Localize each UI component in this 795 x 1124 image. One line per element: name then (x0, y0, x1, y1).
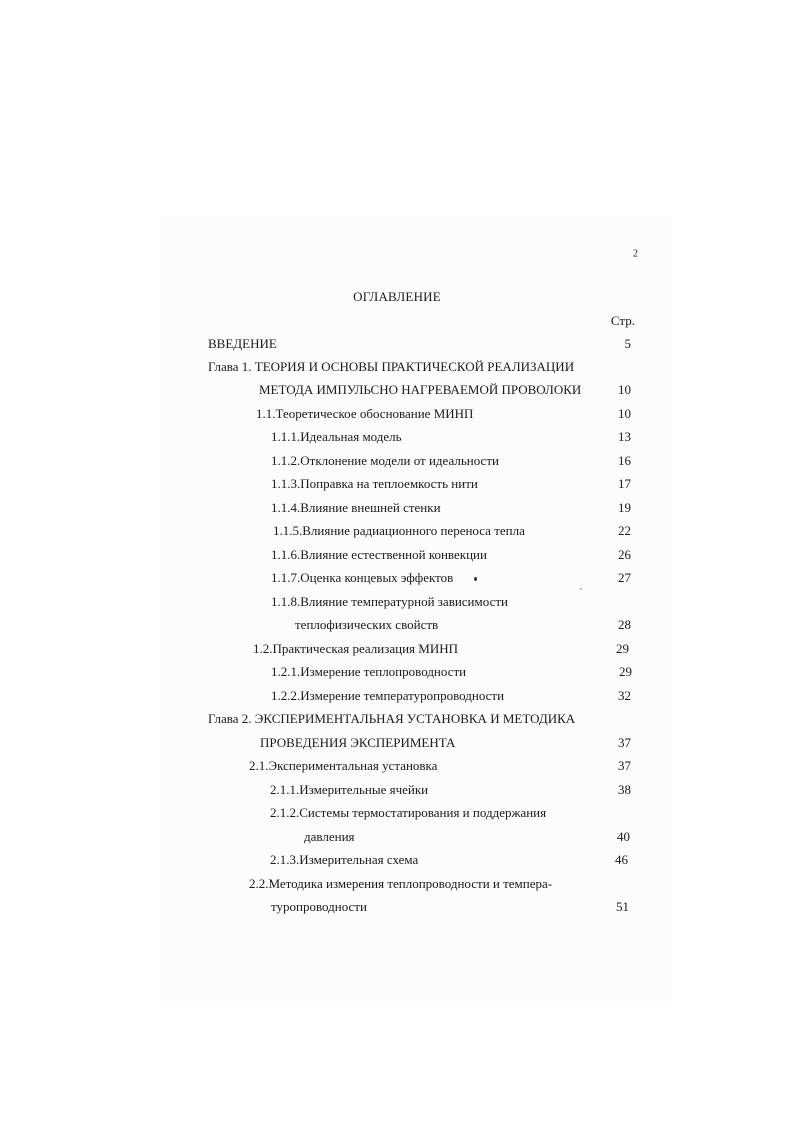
toc-page: 27 (618, 570, 631, 585)
toc-entry-1-2: 1.2.Практическая реализация МИНП (253, 641, 458, 656)
toc-entry-chapter1-cont: МЕТОДА ИМПУЛЬСНО НАГРЕВАЕМОЙ ПРОВОЛОКИ (259, 382, 582, 397)
toc-entry-1-1-8: 1.1.8.Влияние температурной зависимости (271, 594, 508, 609)
toc-entry-1-1-2: 1.1.2.Отклонение модели от идеальности (271, 453, 499, 468)
toc-page: 16 (618, 453, 631, 468)
toc-entry-2-2: 2.2.Методика измерения теплопроводности и темпера- (249, 876, 553, 891)
toc-entry-2-1-1: 2.1.1.Измерительные ячейки (270, 782, 429, 797)
toc-page: 32 (618, 688, 631, 703)
toc-entry-2-1-2: 2.1.2.Системы термостатирования и поддержания (270, 805, 547, 820)
toc-entry-1-1-6: 1.1.6.Влияние естественной конвекции (271, 547, 487, 562)
toc-page: 10 (618, 382, 631, 397)
scan-speck (474, 577, 477, 581)
toc-page: 26 (618, 547, 631, 562)
toc-entry-1-1-5: 1.1.5.Влияние радиационного переноса тепла (273, 523, 525, 538)
toc-page: 28 (618, 617, 631, 632)
toc-page: 37 (618, 735, 631, 750)
toc-page: 40 (617, 829, 630, 844)
toc-entry-1-2-2: 1.2.2.Измерение температуропроводности (271, 688, 505, 703)
toc-entry-chapter2: Глава 2. ЭКСПЕРИМЕНТАЛЬНАЯ УСТАНОВКА И МЕТОДИКА (208, 711, 576, 726)
toc-entry-1-1-3: 1.1.3.Поправка на теплоемкость нити (271, 476, 478, 491)
toc-entry-1-1-1: 1.1.1.Идеальная модель (271, 429, 402, 444)
toc-page: 29 (619, 664, 632, 679)
toc-page: 19 (618, 500, 631, 515)
toc-page: 38 (618, 782, 631, 797)
toc-entry-1-1: 1.1.Теоретическое обоснование МИНП (256, 406, 474, 421)
toc-entry-2-2-cont: туропроводности (271, 899, 367, 914)
toc-entry-1-1-7: 1.1.7.Оценка концевых эффектов (271, 570, 454, 585)
toc-page: 46 (615, 852, 628, 867)
toc-entry-2-1-2-cont: давления (304, 829, 355, 844)
toc-entry-1-1-8-cont: теплофизических свойств (295, 617, 439, 632)
toc-page: 29 (616, 641, 629, 656)
toc-page: 22 (618, 523, 631, 538)
toc-entry-2-1: 2.1.Экспериментальная установка (249, 758, 438, 773)
toc-title: ОГЛАВЛЕНИЕ (353, 289, 441, 304)
toc-entry-chapter1: Глава 1. ТЕОРИЯ И ОСНОВЫ ПРАКТИЧЕСКОЙ РЕАЛИЗАЦИИ (208, 359, 575, 374)
toc-entry-1-2-1: 1.2.1.Измерение теплопроводности (271, 664, 467, 679)
page-column-label: Стр. (610, 313, 635, 328)
toc-page: 17 (618, 476, 631, 491)
toc-entry-intro: ВВЕДЕНИЕ (208, 336, 277, 351)
toc-entry-chapter2-cont: ПРОВЕДЕНИЯ ЭКСПЕРИМЕНТА (260, 735, 456, 750)
toc-page: 51 (616, 899, 629, 914)
page-number: 2 (633, 248, 638, 260)
toc-page: 13 (618, 429, 631, 444)
toc-page: 5 (624, 336, 631, 351)
toc-entry-1-1-4: 1.1.4.Влияние внешней стенки (271, 500, 441, 515)
toc-page: 10 (618, 406, 631, 421)
toc-entry-2-1-3: 2.1.3.Измерительная схема (270, 852, 419, 867)
toc-page: 37 (618, 758, 631, 773)
scan-speck (580, 588, 582, 590)
